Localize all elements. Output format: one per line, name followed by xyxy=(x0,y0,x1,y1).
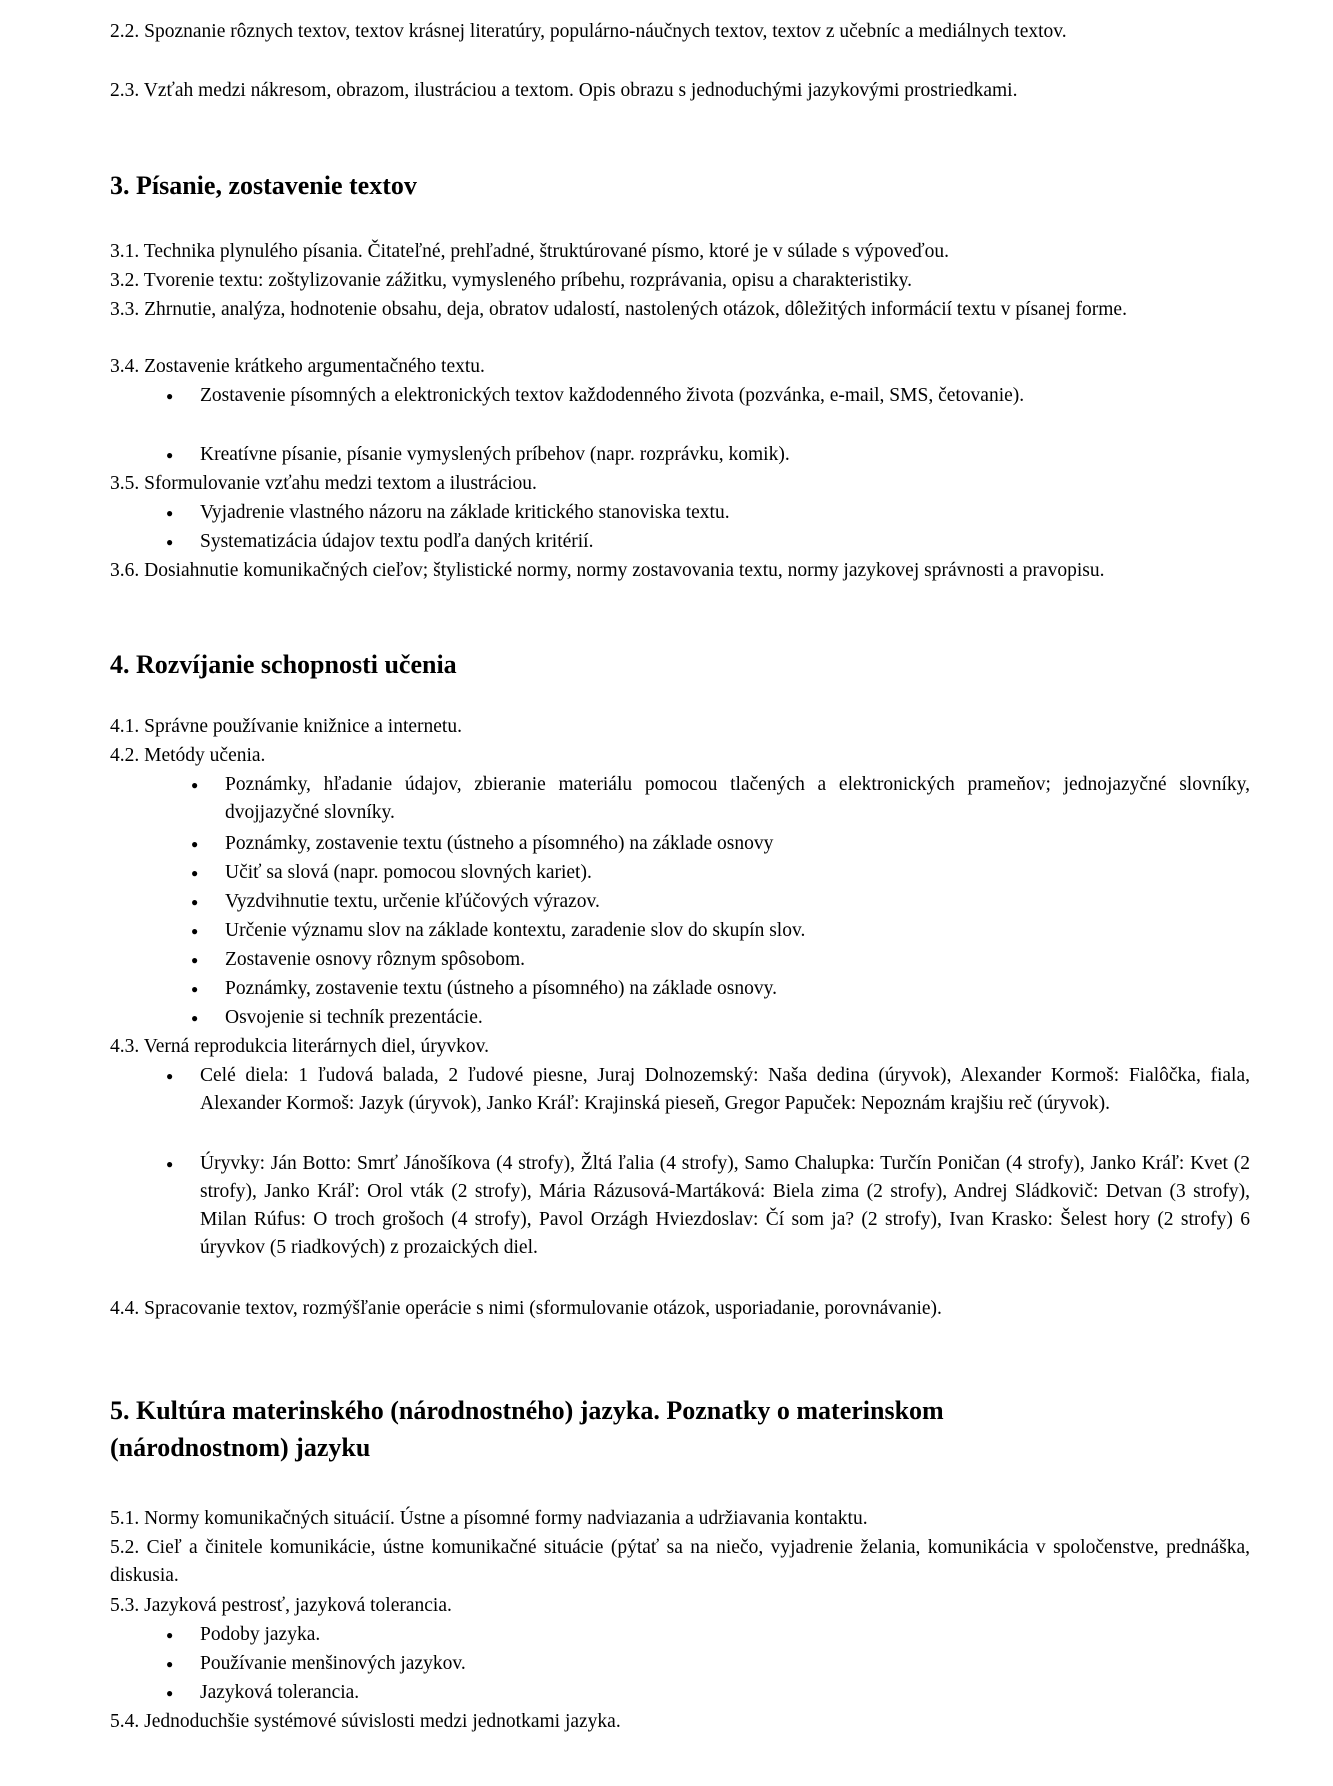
paragraph-5-4: 5.4. Jednoduchšie systémové súvislosti medzi jednotkami jazyka. xyxy=(110,1711,621,1732)
heading-section-5-line-1: 5. Kultúra materinského (národnostného) jazyka. Poznatky o materinskom xyxy=(110,1396,944,1425)
list-item: ● Úryvky: Ján Botto: Smrť Jánošíkova (4 strofy), Žltá ľalia (4 strofy), Samo Chalupka: Turčín Poničan (4 strofy), Janko Kráľ: Kvet (2 strofy), Janko Kráľ: Orol vták (2 strofy), Mária Rázusová-Martáková: Biela zima (2 strofy), Andrej Sládkovič: Detvan (3 strofy), Milan Rúfus: O troch grošoch (4 strofy), Pavol Orzágh Hviezdoslav: Čí som ja? (2 strofy), Ivan Krasko: Šelest hory (2 strofy) 6 úryvkov (5 riadkových) z prozaických diel. xyxy=(200,1150,1250,1262)
heading-section-3: 3. Písanie, zostavenie textov xyxy=(110,171,417,200)
paragraph-3-3: 3.3. Zhrnutie, analýza, hodnotenie obsahu, deja, obratov udalostí, nastolených otázok, dôležitých informácií textu v písanej forme. xyxy=(110,299,1127,320)
list-item: ● Celé diela: 1 ľudová balada, 2 ľudové piesne, Juraj Dolnozemský: Naša dedina (úryvok), Alexander Kormoš: Fialôčka, fiala, Alexander Kormoš: Jazyk (úryvok), Janko Kráľ: Krajinská pieseň, Gregor Papuček: Nepoznám krajšiu reč (úryvok). xyxy=(200,1062,1250,1118)
list-item: ● Jazyková tolerancia. xyxy=(200,1679,1250,1707)
paragraph-3-4: 3.4. Zostavenie krátkeho argumentačného textu. xyxy=(110,356,485,377)
paragraph-4-3: 4.3. Verná reprodukcia literárnych diel, úryvkov. xyxy=(110,1036,490,1057)
list-item: ● Vyzdvihnutie textu, určenie kľúčových výrazov. xyxy=(225,888,1250,916)
list-item: ● Určenie významu slov na základe kontextu, zaradenie slov do skupín slov. xyxy=(225,917,1250,945)
list-item: ● Kreatívne písanie, písanie vymyslených príbehov (napr. rozprávku, komik). xyxy=(200,441,1250,469)
list-item: ● Podoby jazyka. xyxy=(200,1621,1250,1649)
list-item: ● Poznámky, hľadanie údajov, zbieranie materiálu pomocou tlačených a elektronických prameňov; jednojazyčné slovníky, dvojjazyčné slovníky. xyxy=(225,771,1250,827)
paragraph-4-1: 4.1. Správne používanie knižnice a internetu. xyxy=(110,716,462,737)
paragraph-2-3: 2.3. Vzťah medzi nákresom, obrazom, ilustráciou a textom. Opis obrazu s jednoduchými jazykovými prostriedkami. xyxy=(110,80,1018,101)
heading-section-5-line-2: (národnostnom) jazyku xyxy=(110,1433,371,1462)
list-item: ● Poznámky, zostavenie textu (ústneho a písomného) na základe osnovy. xyxy=(225,975,1250,1003)
paragraph-2-2: 2.2. Spoznanie rôznych textov, textov krásnej literatúry, populárno-náučnych textov, textov z učebníc a mediálnych textov. xyxy=(110,21,1067,42)
paragraph-3-5: 3.5. Sformulovanie vzťahu medzi textom a ilustráciou. xyxy=(110,473,537,494)
list-item: ● Vyjadrenie vlastného názoru na základe kritického stanoviska textu. xyxy=(200,499,1250,527)
list-item: ● Osvojenie si techník prezentácie. xyxy=(225,1004,1250,1032)
list-item: ● Používanie menšinových jazykov. xyxy=(200,1650,1250,1678)
paragraph-5-1: 5.1. Normy komunikačných situácií. Ústne a písomné formy nadviazania a udržiavania kontaktu. xyxy=(110,1508,868,1529)
paragraph-5-2: 5.2. Cieľ a činitele komunikácie, ústne komunikačné situácie (pýtať sa na niečo, vyjadrenie želania, komunikácia v spoločenstve, prednáška, diskusia. xyxy=(110,1537,1250,1586)
paragraph-4-2: 4.2. Metódy učenia. xyxy=(110,745,266,766)
list-item: ● Poznámky, zostavenie textu (ústneho a písomného) na základe osnovy xyxy=(225,830,1250,858)
paragraph-4-4: 4.4. Spracovanie textov, rozmýšľanie operácie s nimi (sformulovanie otázok, usporiadanie, porovnávanie). xyxy=(110,1298,942,1319)
paragraph-5-3: 5.3. Jazyková pestrosť, jazyková tolerancia. xyxy=(110,1595,452,1616)
paragraph-3-1: 3.1. Technika plynulého písania. Čitateľné, prehľadné, štruktúrované písmo, ktoré je v súlade s výpoveďou. xyxy=(110,241,950,262)
paragraph-3-2: 3.2. Tvorenie textu: zoštylizovanie zážitku, vymysleného príbehu, rozprávania, opisu a charakteristiky. xyxy=(110,270,912,291)
list-item: ● Systematizácia údajov textu podľa daných kritérií. xyxy=(200,528,1250,556)
list-item: ● Učiť sa slová (napr. pomocou slovných kariet). xyxy=(225,859,1250,887)
list-item: ● Zostavenie osnovy rôznym spôsobom. xyxy=(225,946,1250,974)
paragraph-3-6: 3.6. Dosiahnutie komunikačných cieľov; štylistické normy, normy zostavovania textu, normy jazykovej správnosti a pravopisu. xyxy=(110,560,1105,581)
list-item: ● Zostavenie písomných a elektronických textov každodenného života (pozvánka, e-mail, SMS, četovanie). xyxy=(200,382,1250,410)
heading-section-4: 4. Rozvíjanie schopnosti učenia xyxy=(110,650,457,679)
